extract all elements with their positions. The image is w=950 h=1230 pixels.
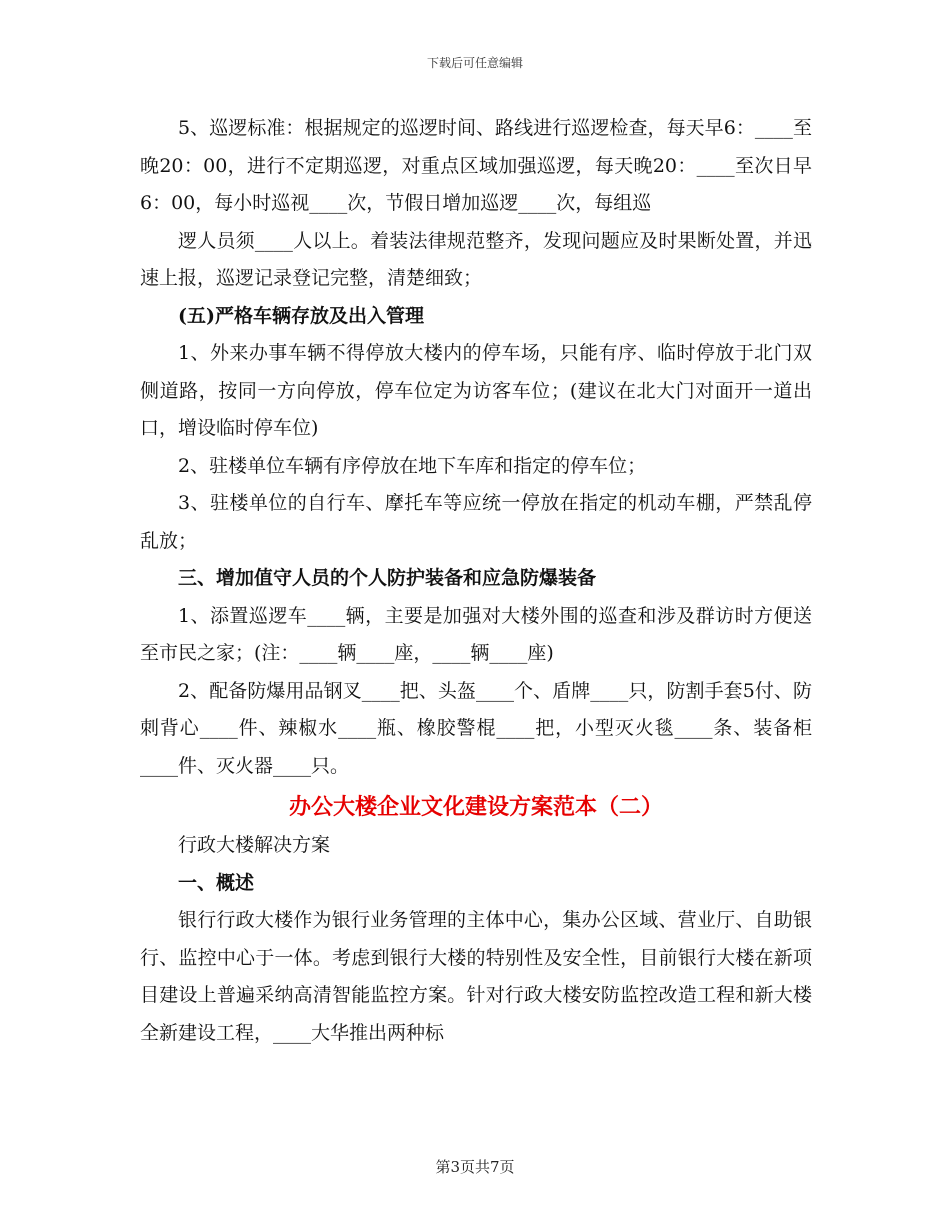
page-header: 下载后可任意编辑 — [426, 56, 523, 70]
paragraph-bicycles: 3、驻楼单位的自行车、摩托车等应统一停放在指定的机动车棚，严禁乱停乱放； — [140, 492, 812, 552]
section-heading-protective-equipment: 三、增加值守人员的个人防护装备和应急防爆装备 — [178, 567, 597, 589]
paragraph-patrol-staff: 逻人员须____人以上。着装法律规范整齐，发现问题应及时果断处置，并迅速上报，巡逻记录登记完整，清楚细致； — [140, 229, 812, 289]
page-number: 第3页共7页 — [435, 1158, 515, 1176]
document-body — [140, 110, 812, 1052]
paragraph-tenant-vehicles: 2、驻楼单位车辆有序停放在地下车库和指定的停车位； — [178, 454, 647, 477]
paragraph-solution-subtitle: 行政大楼解决方案 — [178, 834, 331, 856]
paragraph-overview: 银行行政大楼作为银行业务管理的主体中心，集办公区域、营业厅、自助银行、监控中心于一体。考虑到银行大楼的特别性及安全性，目前银行大楼在新项目建设上普遍采纳高清智能监控方案。针对行政大楼安防监控改造工程和新大楼全新建设工程，____大华推出两种标 — [140, 909, 812, 1044]
section-heading-vehicle-management: (五)严格车辆存放及出入管理 — [178, 304, 424, 327]
paragraph-visitor-vehicles: 1、外来办事车辆不得停放大楼内的停车场，只能有序、临时停放于北门双侧道路，按同一方向停放，停车位定为访客车位；(建议在北大门对面开一道出口，增设临时停车位) — [140, 342, 812, 439]
section-heading-overview: 一、概述 — [178, 871, 255, 894]
paragraph-explosion-proof-gear: 2、配备防爆用品钢叉____把、头盔____个、盾牌____只，防割手套5付、防刺背心____件、辣椒水____瓶、橡胶警棍____把，小型灭火毯____条、装备柜____件、灭火器____只。 — [140, 679, 812, 777]
document-title: 办公大楼企业文化建设方案范本（二） — [288, 794, 663, 820]
paragraph-patrol-standard: 5、巡逻标准：根据规定的巡逻时间、路线进行巡逻检查，每天早6：____至晚20：00，进行不定期巡逻，对重点区域加强巡逻，每天晚20：____至次日早6：00，每小时巡视____次，节假日增加巡逻____次，每组巡 — [140, 117, 812, 214]
paragraph-patrol-cars: 1、添置巡逻车____辆，主要是加强对大楼外围的巡查和涉及群访时方便送至市民之家；(注：____辆____座，____辆____座) — [140, 604, 812, 664]
